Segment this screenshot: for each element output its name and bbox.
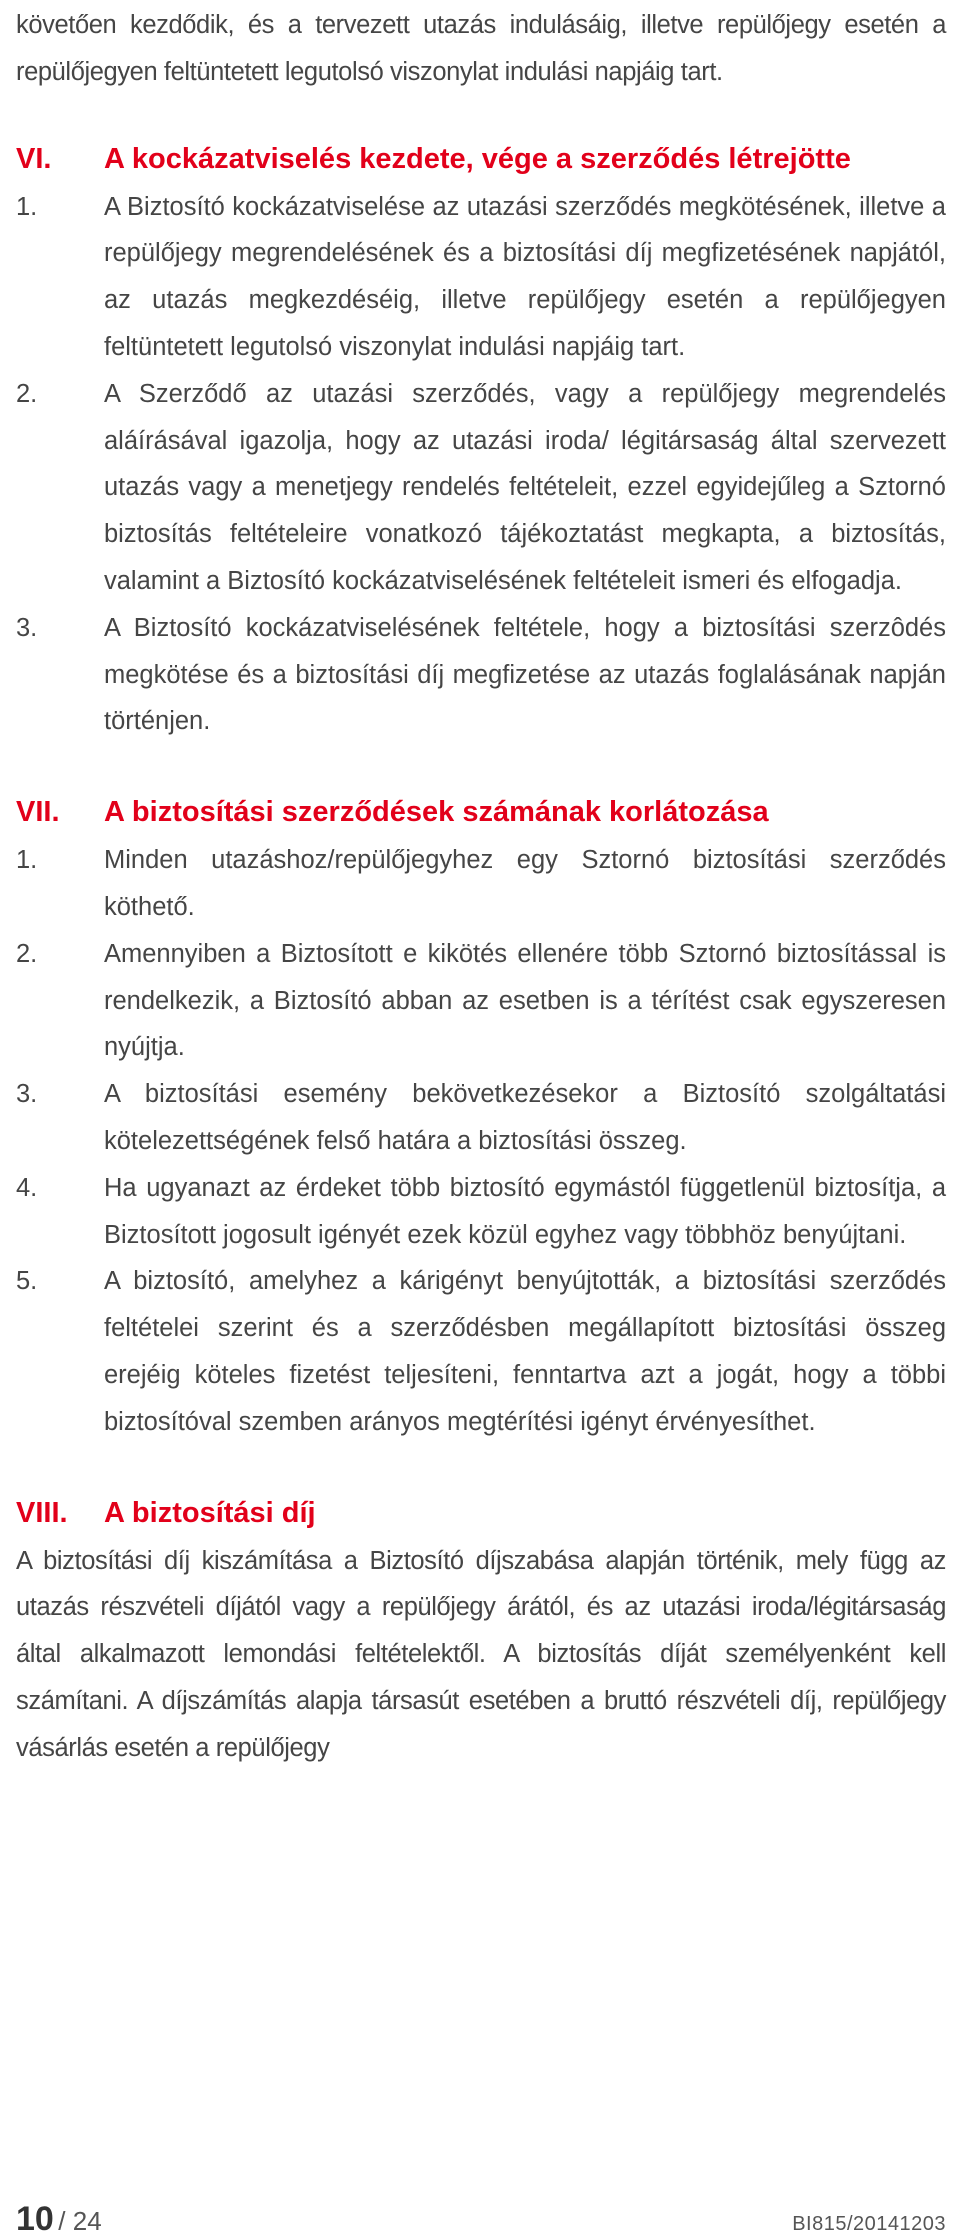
list-item <box>16 371 946 605</box>
list-item <box>16 1258 946 1445</box>
section-heading-vii <box>16 787 946 837</box>
list-item <box>16 605 946 745</box>
list-item <box>16 1071 946 1165</box>
item-text: A biztosító, amelyhez a kárigényt benyújtották, a biztosítási szerződés feltételei szerint és a szerződésben megállapított biztosítási összeg erejéig köteles fizetést teljesíteni, fenntartva azt a jogát, hogy a többi biztosítóval szemben arányos megtérítési igényt érvényesíthet. <box>104 1267 946 1436</box>
section-title: A biztosítási szerződések számának korlátozása <box>104 796 769 829</box>
item-number: 3. <box>16 1080 38 1109</box>
document-code: BI815/20141203 <box>792 2213 946 2235</box>
section-heading-vi <box>16 134 946 184</box>
section-heading-viii <box>16 1488 946 1538</box>
item-number: 5. <box>16 1267 38 1296</box>
page-indicator <box>16 2200 102 2239</box>
list-item <box>16 1165 946 1259</box>
section-paragraph: A biztosítási díj kiszámítása a Biztosító díjszabása alapján történik, mely függ az utazás részvételi díjától vagy a repülőjegy árától, és az utazási iroda/légitársaság által alkalmazott lemondási feltételektől. A biztosítás díját személyenként kell számítani. A díjszámítás alapja társasút esetében a bruttó részvételi díj, repülőjegy vásárlás esetén a repülőjegy <box>16 1546 946 1762</box>
list-item <box>16 184 946 371</box>
item-number: 1. <box>16 192 38 221</box>
item-text: A Szerződő az utazási szerződés, vagy a repülőjegy megrendelés aláírásával igazolja, hogy az utazási iroda/ légitársaság által szervezett utazás vagy a menetjegy rendelés feltételeit, ezzel egyidejűleg a Sztornó biztosítás feltételeire vonatkozó tájékoztatást megkapta, a biztosítás, valamint a Biztosító kockázatviselésének feltételeit ismeri és elfogadja. <box>104 379 946 595</box>
item-number: 2. <box>16 939 38 968</box>
item-text: A Biztosító kockázatviselése az utazási szerződés megkötésének, illetve a repülőjegy megrendelésének és a biztosítási díj megfizetésének napjától, az utazás megkezdéséig, illetve repülőjegy esetén a repülőjegyen feltüntetett legutolsó viszonylat indulási napjáig tart. <box>104 192 946 361</box>
item-number: 2. <box>16 379 38 408</box>
intro-paragraph: követően kezdődik, és a tervezett utazás indulásáig, illetve repülőjegy esetén a repülőjegyen feltüntetett legutolsó viszonylat indulási napjáig tart. <box>16 11 946 86</box>
section-title: A biztosítási díj <box>104 1496 316 1529</box>
item-number: 4. <box>16 1173 38 1202</box>
item-text: Amennyiben a Biztosított e kikötés ellenére több Sztornó biztosítással is rendelkezik, a Biztosító abban az esetben is a térítést csak egyszeresen nyújtja. <box>104 939 946 1062</box>
page-number: 10 <box>16 2200 54 2238</box>
item-text: A biztosítási esemény bekövetkezésekor a Biztosító szolgáltatási kötelezettségének felső határa a biztosítási összeg. <box>104 1080 946 1155</box>
item-text: Minden utazáshoz/repülőjegyhez egy Sztornó biztosítási szerződés köthető. <box>104 846 946 921</box>
list-item <box>16 837 946 931</box>
section-title: A kockázatviselés kezdete, vége a szerződés létrejötte <box>104 142 851 175</box>
item-number: 3. <box>16 613 38 642</box>
section-number: VI. <box>16 142 52 175</box>
item-text: Ha ugyanazt az érdeket több biztosító egymástól függetlenül biztosítja, a Biztosított jogosult igényét ezek közül egyhez vagy többhöz benyújtani. <box>104 1173 946 1249</box>
item-text: A Biztosító kockázatviselésének feltétele, hogy a biztosítási szerzôdés megkötése és a biztosítási díj megfizetése az utazás foglalásának napján történjen. <box>104 613 946 736</box>
list-item <box>16 931 946 1071</box>
section-number: VIII. <box>16 1496 68 1529</box>
page-footer <box>16 2200 946 2239</box>
page-total: / 24 <box>58 2206 102 2236</box>
section-number: VII. <box>16 796 60 829</box>
item-number: 1. <box>16 846 38 875</box>
document-page <box>16 0 946 1772</box>
